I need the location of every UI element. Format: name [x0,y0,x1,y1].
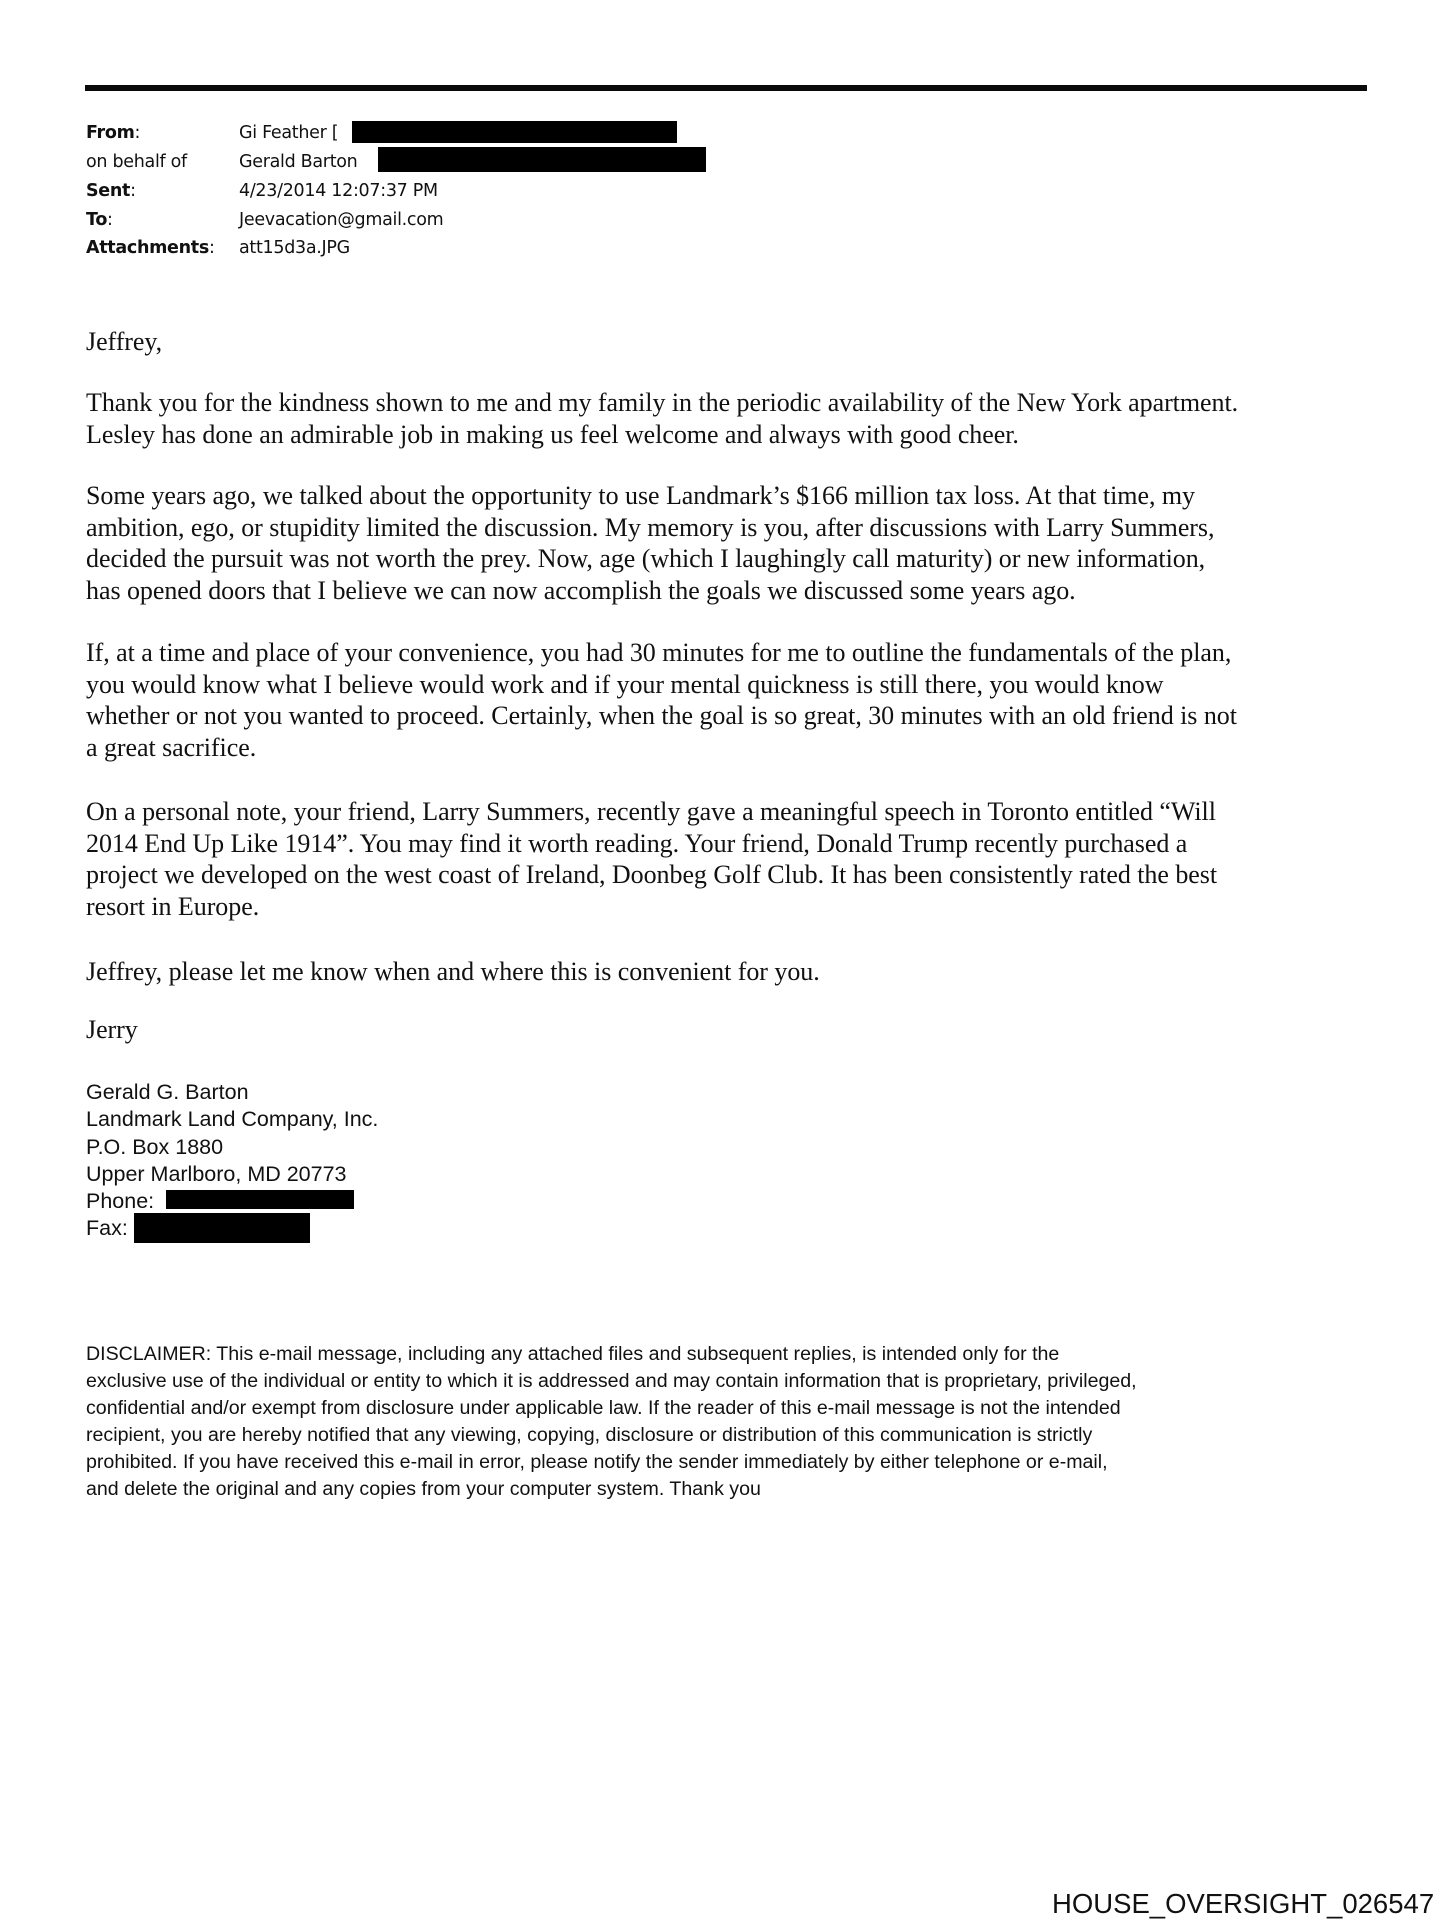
bates-number: HOUSE_OVERSIGHT_026547 [1052,1888,1435,1919]
paragraph-line: has opened doors that I believe we can now accomplish the goals we discussed some years ago. [86,575,1076,605]
redaction-box-behalf-email [378,147,706,172]
paragraph-line: whether or not you wanted to proceed. Certainly, when the goal is so great, 30 minutes with an old friend is not [86,701,1237,731]
paragraph-line: 2014 End Up Like 1914”. You may find it worth reading. Your friend, Donald Trump recently purchased a [86,828,1188,858]
paragraph-line: Lesley has done an admirable job in making us feel welcome and always with good cheer. [86,419,1019,449]
sent-label: Sent [86,181,131,201]
header-divider-rule [85,85,1367,91]
signature-po-box: P.O. Box 1880 [86,1134,224,1159]
paragraph-line: On a personal note, your friend, Larry Summers, recently gave a meaningful speech in Toronto entitled “Will [86,797,1216,826]
on-behalf-label: on behalf of [86,152,187,172]
paragraph-line: Some years ago, we talked about the opportunity to use Landmark’s $166 million tax loss. At that time, my [86,481,1195,510]
disclaimer [86,1341,1137,1503]
paragraph-line: Jeffrey, please let me know when and where this is convenient for you. [86,957,820,986]
salutation: Jeffrey, [86,327,163,356]
disclaimer-line: DISCLAIMER: This e-mail message, including any attached files and subsequent replies, is intended only for the [86,1343,1060,1365]
disclaimer-line: confidential and/or exempt from disclosure under applicable law. If the reader of this e-mail message is not the intended [86,1397,1121,1419]
closing: Jerry [86,1015,138,1044]
paragraph-line: you would know what I believe would work and if your mental quickness is still there, you would know [86,669,1164,699]
sent-value: 4/23/2014 12:07:37 PM [239,181,438,201]
paragraph-line: project we developed on the west coast of Ireland, Doonbeg Golf Club. It has been consistently rated the best [86,860,1217,890]
redaction-box-from-email [352,121,677,143]
paragraph-line: If, at a time and place of your convenience, you had 30 minutes for me to outline the fundamentals of the plan, [86,638,1232,667]
signature-fax-label: Fax: [86,1216,128,1241]
signature-name: Gerald G. Barton [86,1080,249,1104]
paragraph-line: Thank you for the kindness shown to me and my family in the periodic availability of the New York apartment. [86,388,1239,417]
paragraph-3 [86,637,1237,763]
signature-phone-label: Phone: [86,1189,155,1214]
paragraph-line: decided the pursuit was not worth the prey. Now, age (which I laughingly call maturity) or new information, [86,544,1206,574]
paragraph-line: a great sacrifice. [86,732,257,762]
redaction-box-fax [134,1213,310,1243]
paragraph-4 [86,796,1217,922]
from-value: Gi Feather [ [239,123,339,143]
signature-company: Landmark Land Company, Inc. [86,1107,379,1132]
attachments-value: att15d3a.JPG [239,238,350,258]
paragraph-1 [86,387,1238,450]
disclaimer-line: recipient, you are hereby notified that any viewing, copying, disclosure or distribution of this communication is strictly [86,1424,1093,1446]
on-behalf-value: Gerald Barton [239,152,358,172]
paragraph-line: resort in Europe. [86,891,260,921]
to-label: To [86,210,108,230]
paragraph-2 [86,480,1214,606]
to-value: Jeevacation@gmail.com [239,210,444,230]
paragraph-line: ambition, ego, or stupidity limited the discussion. My memory is you, after discussions with Larry Summers, [86,512,1215,542]
disclaimer-line: and delete the original and any copies from your computer system. Thank you [86,1478,761,1500]
signature-city: Upper Marlboro, MD 20773 [86,1161,347,1186]
disclaimer-line: prohibited. If you have received this e-mail in error, please notify the sender immediately by either telephone or e-mail, [86,1451,1108,1473]
from-label: From [86,123,135,143]
paragraph-5 [86,956,820,988]
disclaimer-line: exclusive use of the individual or entity to which it is addressed and may contain information that is proprietary, privileged, [86,1370,1137,1392]
redaction-box-phone [166,1190,354,1209]
attachments-label: Attachments [86,238,209,258]
